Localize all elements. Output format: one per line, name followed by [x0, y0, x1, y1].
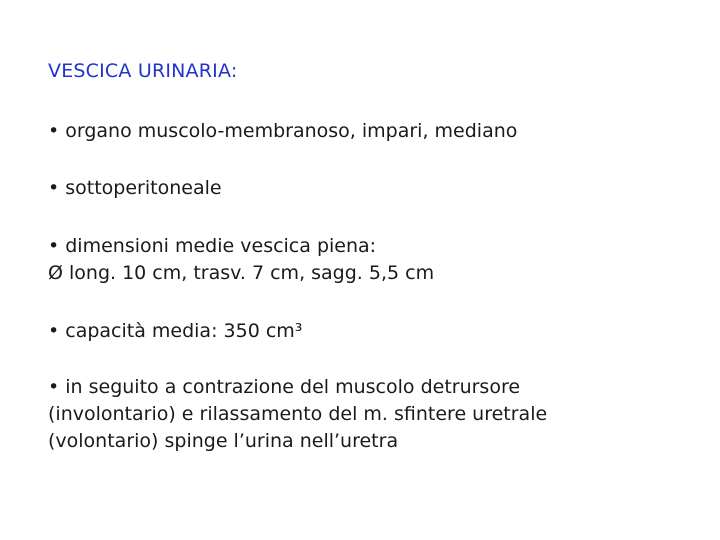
bullet-item: [48, 374, 547, 455]
bullet-item: [48, 175, 222, 202]
bullet-item: [48, 318, 302, 345]
bullet-text: • organo muscolo-membranoso, impari, mediano: [48, 120, 518, 142]
bullet-text: • dimensioni medie vescica piena:: [48, 235, 377, 257]
bullet-text-continuation: Ø long. 10 cm, trasv. 7 cm, sagg. 5,5 cm: [48, 262, 435, 284]
bullet-text-continuation: (involontario) e rilassamento del m. sfintere uretrale: [48, 403, 548, 425]
bullet-text-continuation: (volontario) spinge l’urina nell’uretra: [48, 430, 399, 452]
bullet-item: [48, 233, 434, 287]
bullet-item: [48, 118, 517, 145]
slide-title: VESCICA URINARIA:: [48, 60, 238, 82]
bullet-text: • sottoperitoneale: [48, 177, 222, 199]
bullet-text: • in seguito a contrazione del muscolo detrursore: [48, 376, 521, 398]
bullet-text: • capacità media: 350 cm³: [48, 320, 303, 342]
